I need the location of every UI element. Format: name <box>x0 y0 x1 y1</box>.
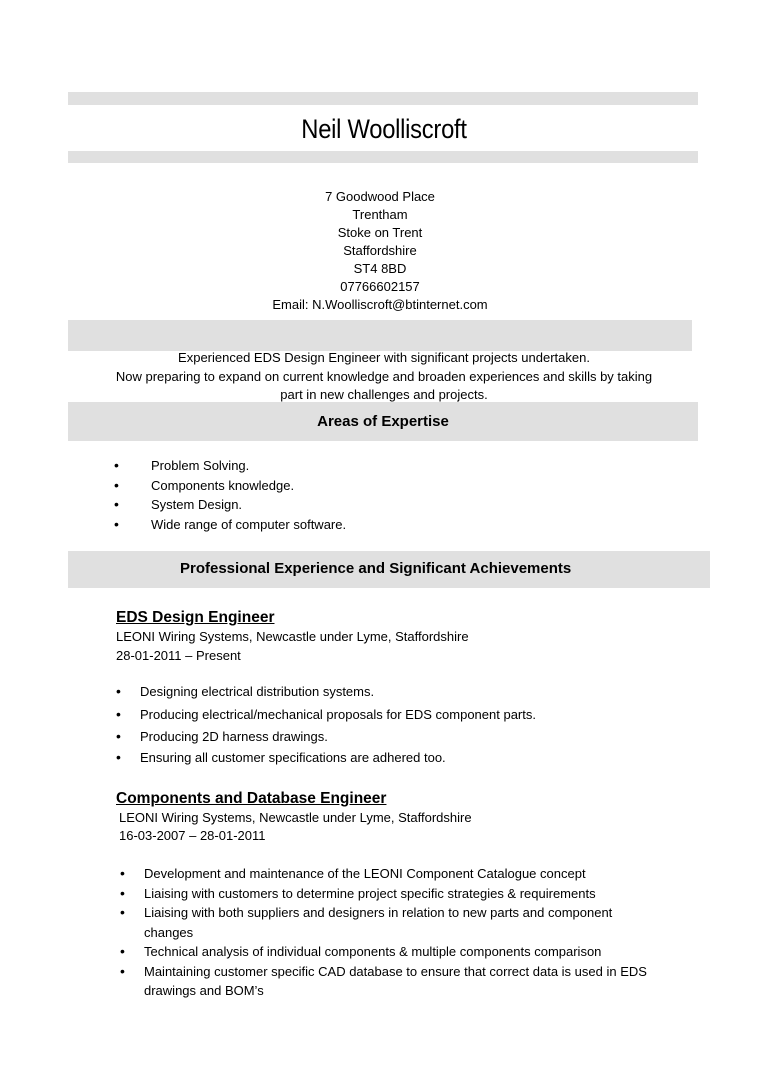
list-item: • Designing electrical distribution systems. <box>116 683 375 699</box>
address-line: Stoke on Trent <box>337 225 423 240</box>
bullet-icon: • <box>120 904 125 920</box>
email-address[interactable]: N.Woolliscroft@btinternet.com <box>312 297 488 312</box>
list-item: • Technical analysis of individual components & multiple components comparison <box>120 942 660 962</box>
contact-block <box>0 188 760 314</box>
summary-line: Experienced EDS Design Engineer with significant projects undertaken. <box>178 350 590 365</box>
list-item: • Producing electrical/mechanical proposals for EDS component parts. <box>116 706 536 722</box>
name-underline-bar <box>68 151 698 163</box>
top-divider-bar <box>68 92 698 105</box>
phone-number: 07766602157 <box>340 279 420 294</box>
list-item: • Ensuring all customer specifications are adhered too. <box>116 749 446 765</box>
list-item: • Maintaining customer specific CAD database to ensure that correct data is used in EDS drawings and BOM’s <box>120 962 647 998</box>
bullet-icon: • <box>114 457 119 473</box>
summary-line: part in new challenges and projects. <box>280 387 488 402</box>
job-duties-list <box>116 683 676 771</box>
expertise-list <box>114 457 614 535</box>
job-dates: 28-01-2011 – Present <box>116 648 241 663</box>
bullet-icon: • <box>120 865 125 881</box>
bullet-icon: • <box>114 515 119 532</box>
address-line: Trentham <box>352 207 408 222</box>
job-title: Components and Database Engineer <box>116 790 387 807</box>
bullet-icon: • <box>116 727 121 744</box>
bullet-icon: • <box>116 749 121 765</box>
list-item: • Producing 2D harness drawings. <box>116 727 328 744</box>
list-item: • Wide range of computer software. <box>114 515 347 532</box>
page-title: Neil Woolliscroft <box>301 114 467 144</box>
email-line <box>0 296 760 314</box>
list-item: • Components knowledge. <box>114 476 295 493</box>
bullet-icon: • <box>114 496 119 512</box>
summary-top-bar <box>68 320 692 351</box>
job-dates: 16-03-2007 – 28-01-2011 <box>119 828 266 843</box>
postcode: ST4 8BD <box>353 261 407 276</box>
list-item: • Liaising with customers to determine project specific strategies & requirements <box>120 884 660 904</box>
experience-heading: Professional Experience and Significant Achievements <box>180 560 572 577</box>
job-company: LEONI Wiring Systems, Newcastle under Lyme, Staffordshire <box>119 810 472 825</box>
bullet-icon: • <box>114 476 119 493</box>
job-title: EDS Design Engineer <box>116 609 275 626</box>
job-duties-list <box>120 864 660 1001</box>
list-item: • Development and maintenance of the LEONI Component Catalogue concept <box>120 864 660 884</box>
bullet-icon: • <box>120 884 125 901</box>
address-line: 7 Goodwood Place <box>325 189 435 204</box>
address-line: Staffordshire <box>343 243 417 258</box>
list-item: • Liaising with both suppliers and designers in relation to new parts and component changes <box>120 904 613 940</box>
profile-summary <box>60 349 708 405</box>
job-company: LEONI Wiring Systems, Newcastle under Lyme, Staffordshire <box>116 629 469 644</box>
bullet-icon: • <box>120 962 125 979</box>
email-label: Email: <box>272 297 309 312</box>
list-item: • Problem Solving. <box>114 457 250 473</box>
bullet-icon: • <box>120 943 125 959</box>
expertise-heading: Areas of Expertise <box>317 413 449 430</box>
bullet-icon: • <box>116 683 121 699</box>
summary-line: Now preparing to expand on current knowledge and broaden experiences and skills by taking <box>115 368 653 384</box>
bullet-icon: • <box>116 706 121 722</box>
list-item: • System Design. <box>114 496 243 512</box>
